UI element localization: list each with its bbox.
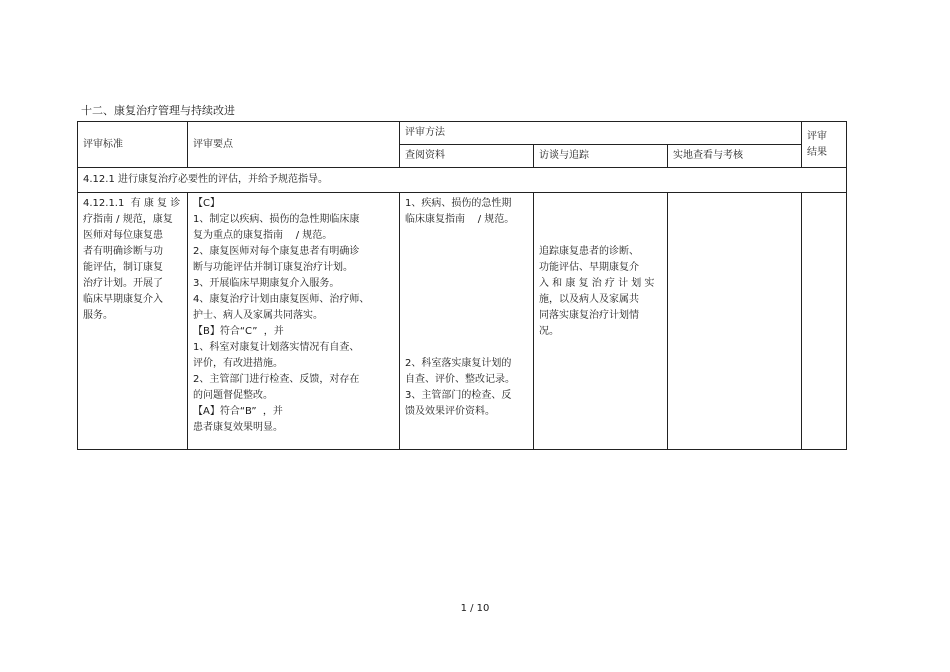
- header-method: 评审方法: [400, 122, 802, 145]
- header-docs: 查阅资料: [400, 145, 534, 168]
- header-result-line2: 结果: [807, 146, 827, 158]
- header-key-points: 评审要点: [188, 122, 400, 168]
- review-table: [77, 121, 847, 450]
- header-interview: 访谈与追踪: [534, 145, 668, 168]
- key-point-line: 2、主管部门进行检查、反馈，对存在: [193, 374, 360, 385]
- header-result-line1: 评审: [807, 130, 827, 142]
- standard-line: 治疗计划。开展了: [83, 278, 163, 289]
- docs-line: 自查、评价、整改记录。: [405, 374, 515, 385]
- docs-line: 馈及效果评价资料。: [405, 406, 495, 417]
- key-point-line: 2、康复医师对每个康复患者有明确诊: [193, 246, 360, 257]
- key-point-line: 【C】: [193, 198, 220, 209]
- docs-cell: [400, 193, 534, 450]
- result-cell: [802, 193, 847, 450]
- standard-line: 4.12.1.1 有 康 复 诊: [83, 198, 181, 209]
- key-point-line: 的问题督促整改。: [193, 390, 273, 401]
- key-point-line: 4、康复治疗计划由康复医师、治疗师、: [193, 294, 370, 305]
- key-point-line: 护士、病人及家属共同落实。: [193, 310, 323, 321]
- key-points-cell: [188, 193, 400, 450]
- header-standard: 评审标准: [78, 122, 188, 168]
- interview-line: 施，以及病人及家属共: [539, 294, 639, 305]
- docs-line: 临床康复指南 / 规范。: [405, 214, 515, 225]
- section-title: 十二、康复治疗管理与持续改进: [81, 104, 235, 117]
- standard-line: 服务。: [83, 310, 113, 321]
- key-point-line: 评价，有改进措施。: [193, 358, 283, 369]
- key-point-line: 【A】符合“B” ，并: [193, 406, 283, 417]
- row-4-12-1: 4.12.1 进行康复治疗必要性的评估，并给予规范指导。: [78, 168, 847, 193]
- standard-line: 临床早期康复介入: [83, 294, 163, 305]
- interview-line: 功能评估、早期康复介: [539, 262, 639, 273]
- key-point-line: 【B】符合“C” ，并: [193, 326, 284, 337]
- page-number: 1 / 10: [460, 603, 490, 614]
- header-onsite: 实地查看与考核: [668, 145, 802, 168]
- docs-line: 2、科室落实康复计划的: [405, 358, 512, 369]
- key-point-line: 患者康复效果明显。: [193, 422, 283, 433]
- interview-line: 入 和 康 复 治 疗 计 划 实: [539, 278, 655, 289]
- key-point-line: 3、开展临床早期康复介入服务。: [193, 278, 340, 289]
- interview-cell: [534, 193, 668, 450]
- key-point-line: 1、科室对康复计划落实情况有自查、: [193, 342, 360, 353]
- key-point-line: 断与功能评估并制订康复治疗计划。: [193, 262, 353, 273]
- key-point-line: 复为重点的康复指南 / 规范。: [193, 230, 333, 241]
- interview-line: 况。: [539, 326, 559, 337]
- docs-line: 1、疾病、损伤的急性期: [405, 198, 512, 209]
- standard-line: 疗指南 / 规范，康复: [83, 214, 173, 225]
- standard-cell: [78, 193, 188, 450]
- standard-line: 者有明确诊断与功: [83, 246, 163, 257]
- interview-line: 同落实康复治疗计划情: [539, 310, 639, 321]
- standard-line: 能评估，制订康复: [83, 262, 163, 273]
- header-result: [802, 122, 847, 168]
- standard-line: 医师对每位康复患: [83, 230, 163, 241]
- interview-line: 追踪康复患者的诊断、: [539, 246, 639, 257]
- onsite-cell: [668, 193, 802, 450]
- key-point-line: 1、制定以疾病、损伤的急性期临床康: [193, 214, 360, 225]
- docs-line: 3、主管部门的检查、反: [405, 390, 512, 401]
